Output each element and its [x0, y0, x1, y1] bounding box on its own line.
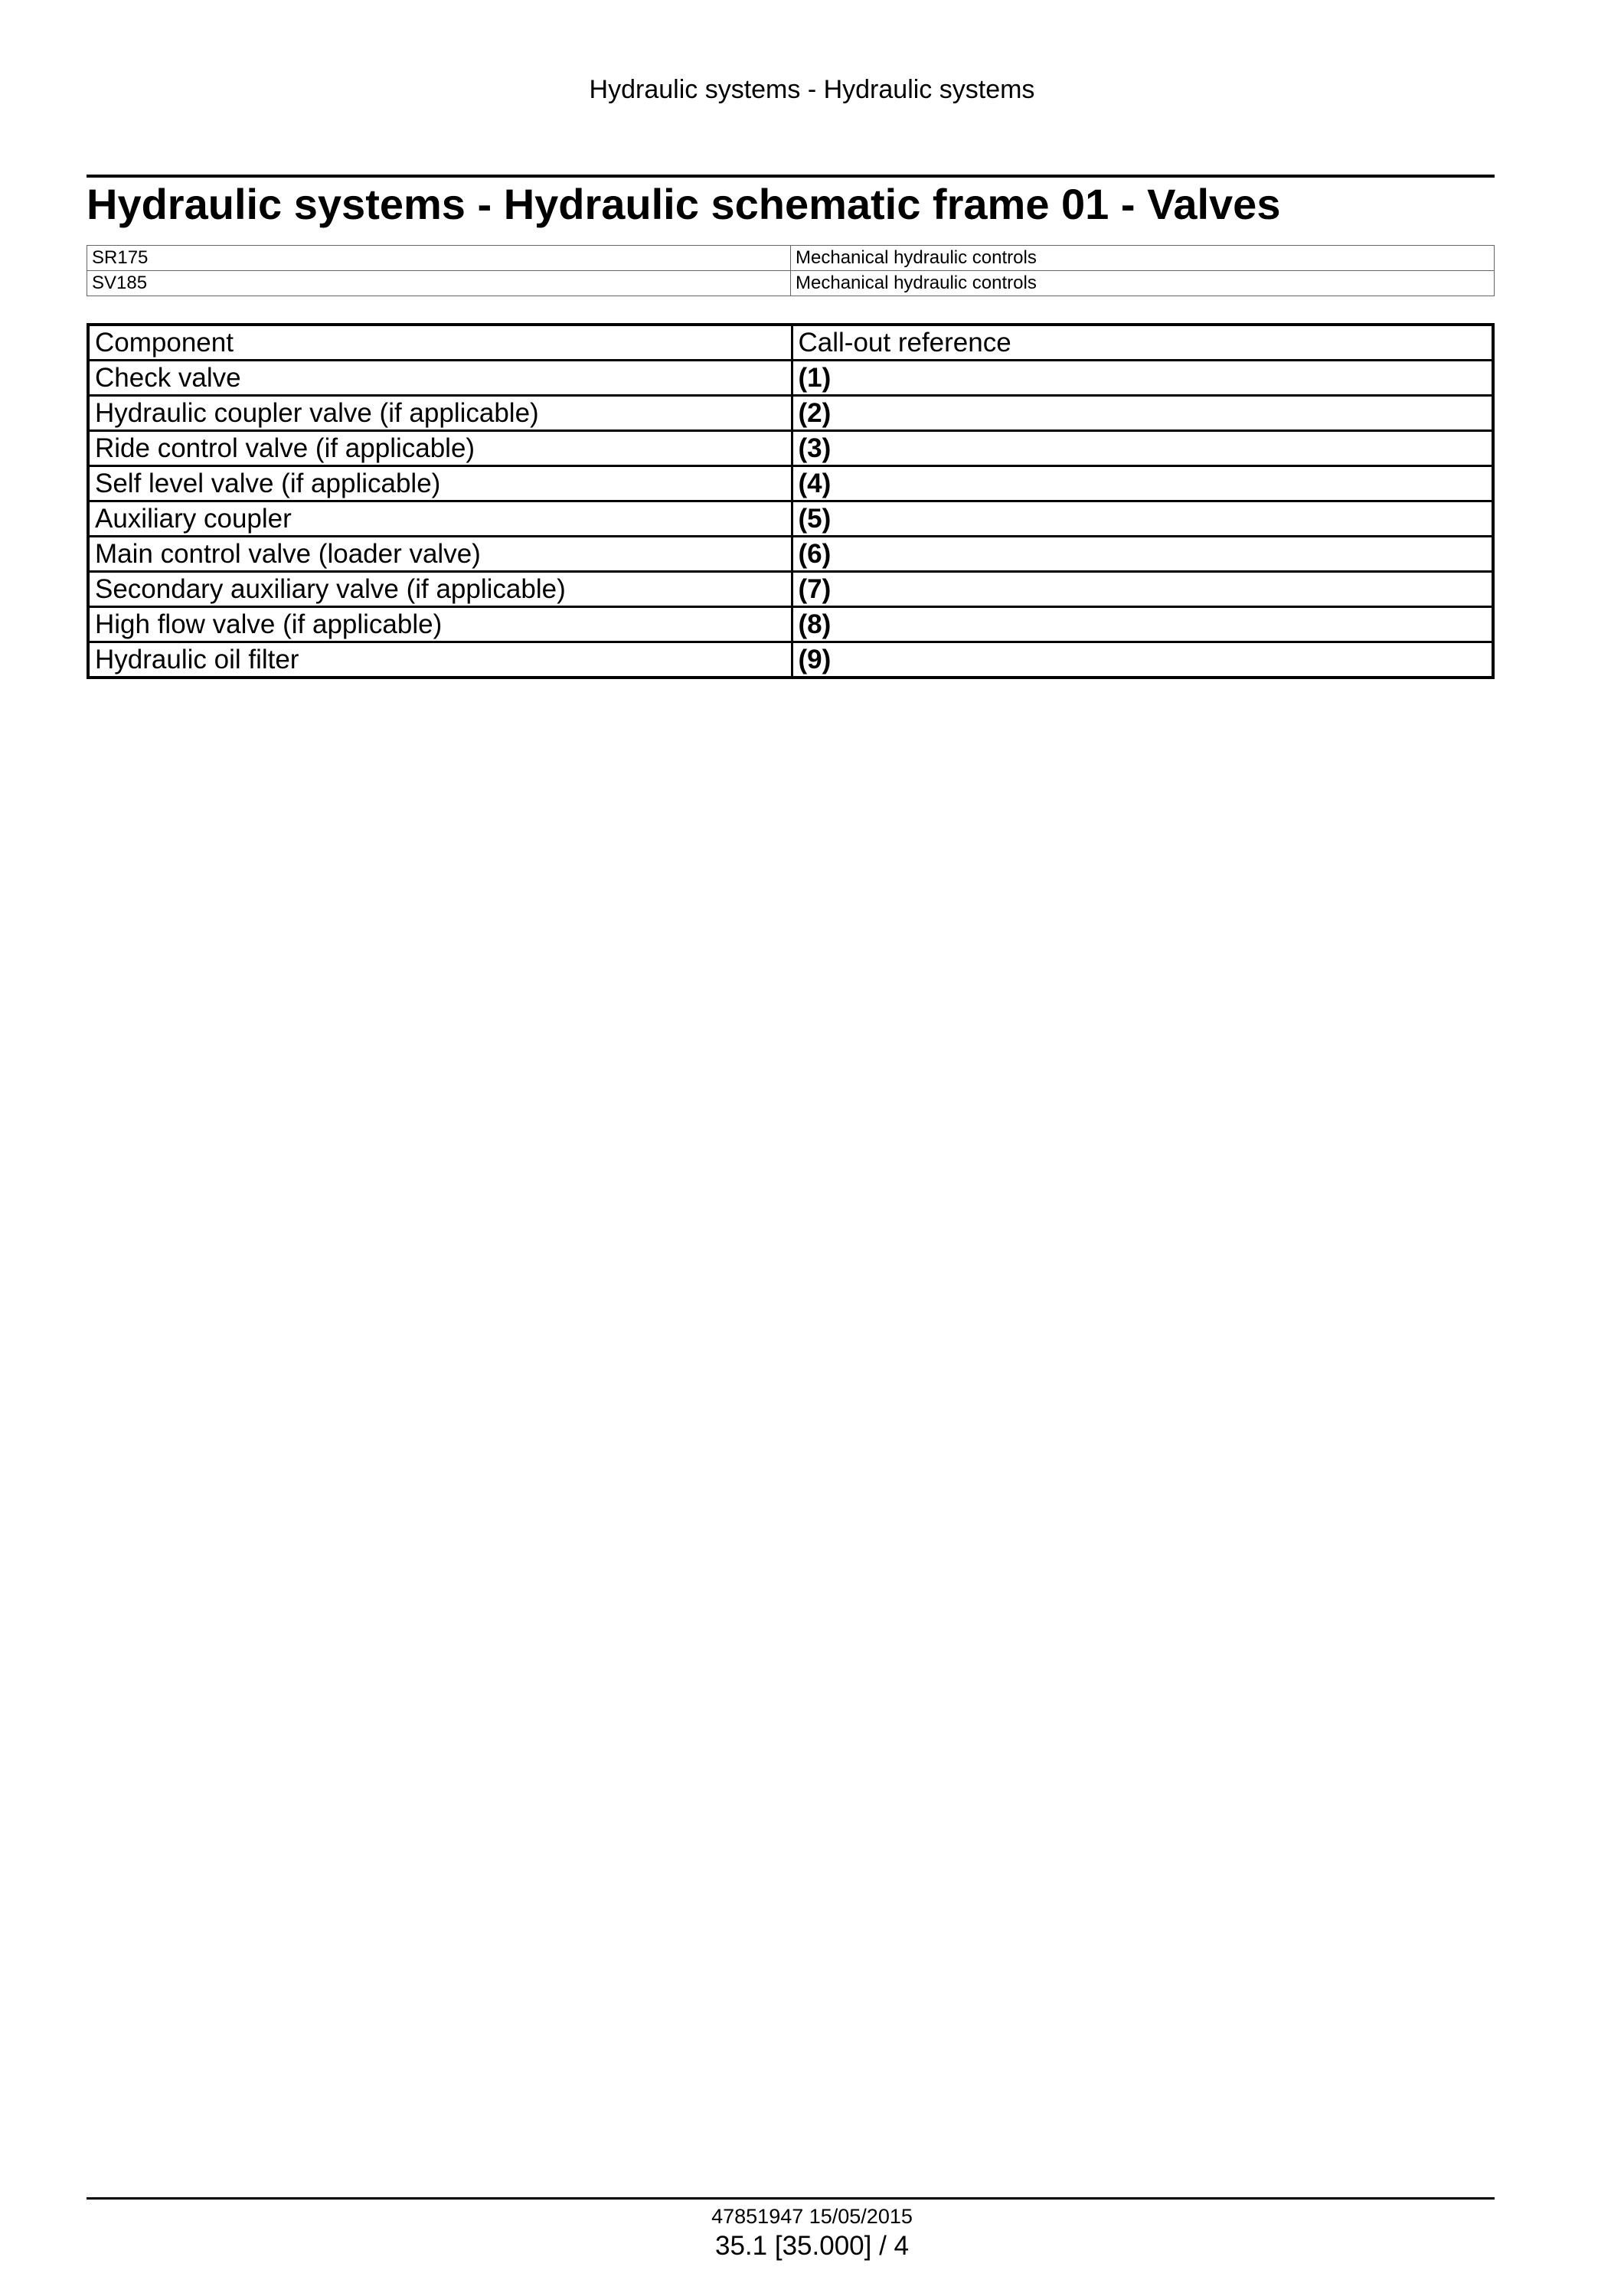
callout-cell: (8)	[792, 607, 1493, 642]
header-callout: Call-out reference	[792, 325, 1493, 361]
component-cell: Self level valve (if applicable)	[88, 466, 792, 501]
table-header-row	[88, 325, 1493, 361]
page-title: Hydraulic systems - Hydraulic schematic frame 01 - Valves	[87, 180, 1281, 228]
callout-cell: (7)	[792, 572, 1493, 607]
table-row	[88, 572, 1493, 607]
callout-cell: (4)	[792, 466, 1493, 501]
callout-cell: (5)	[792, 501, 1493, 537]
table-row	[87, 246, 1495, 271]
component-cell: Main control valve (loader valve)	[88, 537, 792, 572]
table-row	[87, 271, 1495, 296]
title-rule	[87, 175, 1495, 178]
table-row	[88, 466, 1493, 501]
components-table	[87, 323, 1495, 679]
header-component: Component	[88, 325, 792, 361]
component-cell: Ride control valve (if applicable)	[88, 431, 792, 466]
table-row	[88, 642, 1493, 678]
config-cell: Mechanical hydraulic controls	[791, 271, 1495, 296]
table-row	[88, 537, 1493, 572]
component-cell: High flow valve (if applicable)	[88, 607, 792, 642]
footer-doc-id: 47851947 15/05/2015	[711, 2205, 913, 2228]
footer-rule	[87, 2197, 1495, 2200]
config-cell: Mechanical hydraulic controls	[791, 246, 1495, 271]
model-cell: SV185	[87, 271, 791, 296]
table-row	[88, 396, 1493, 431]
table-row	[88, 501, 1493, 537]
callout-cell: (3)	[792, 431, 1493, 466]
running-header: Hydraulic systems - Hydraulic systems	[589, 75, 1035, 104]
model-cell: SR175	[87, 246, 791, 271]
callout-cell: (2)	[792, 396, 1493, 431]
table-row	[88, 607, 1493, 642]
callout-cell: (1)	[792, 361, 1493, 396]
footer-page-number: 35.1 [35.000] / 4	[715, 2231, 909, 2261]
callout-cell: (9)	[792, 642, 1493, 678]
component-cell: Auxiliary coupler	[88, 501, 792, 537]
component-cell: Secondary auxiliary valve (if applicable)	[88, 572, 792, 607]
models-table	[87, 245, 1495, 296]
table-row	[88, 361, 1493, 396]
component-cell: Hydraulic coupler valve (if applicable)	[88, 396, 792, 431]
callout-cell: (6)	[792, 537, 1493, 572]
component-cell: Hydraulic oil filter	[88, 642, 792, 678]
table-row	[88, 431, 1493, 466]
component-cell: Check valve	[88, 361, 792, 396]
